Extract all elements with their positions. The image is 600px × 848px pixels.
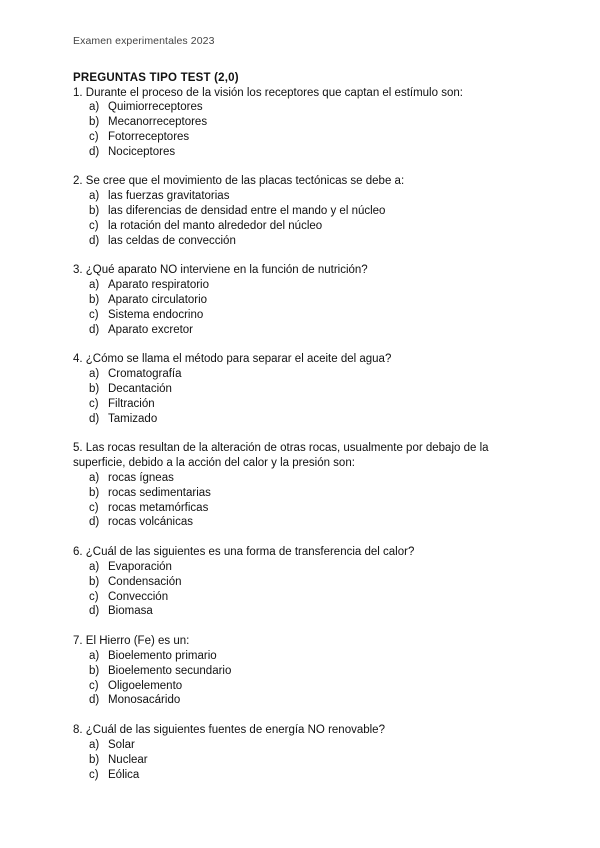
- option-text: Decantación: [108, 383, 172, 396]
- option-letter: a): [89, 101, 100, 114]
- option-text: las diferencias de densidad entre el mando y el núcleo: [108, 205, 386, 218]
- option-letter: a): [89, 279, 100, 292]
- option-text: Filtración: [108, 397, 155, 410]
- option-text: Sistema endocrino: [108, 308, 204, 321]
- question-block: [73, 634, 543, 708]
- answer-option: [89, 308, 543, 323]
- option-letter: d): [89, 323, 100, 336]
- option-text: Monosacárido: [108, 694, 181, 707]
- option-letter: b): [89, 294, 100, 307]
- option-letter: b): [89, 575, 100, 588]
- option-text: Aparato excretor: [108, 323, 194, 336]
- answer-option: [89, 293, 543, 308]
- answer-option: [89, 367, 543, 382]
- answer-option: [89, 278, 543, 293]
- answer-option: [89, 515, 543, 530]
- answer-option: [89, 145, 543, 160]
- question-block: [73, 441, 543, 530]
- option-letter: c): [89, 219, 99, 232]
- option-letter: c): [89, 130, 99, 143]
- answer-option: [89, 382, 543, 397]
- option-text: Bioelemento secundario: [108, 664, 232, 677]
- answer-option: [89, 679, 543, 694]
- question-block: [73, 174, 543, 248]
- answer-option: [89, 486, 543, 501]
- option-text: la rotación del manto alrededor del núcleo: [108, 219, 323, 232]
- question-text: 4. ¿Cómo se llama el método para separar el aceite del agua?: [73, 353, 392, 366]
- answer-option: [89, 323, 543, 338]
- option-text: Nociceptores: [108, 145, 176, 158]
- option-text: Fotorreceptores: [108, 130, 190, 143]
- answer-options: [73, 189, 543, 248]
- option-text: Eólica: [108, 768, 140, 781]
- option-text: las fuerzas gravitatorias: [108, 190, 230, 203]
- question-block: [73, 352, 543, 426]
- option-text: Aparato circulatorio: [108, 294, 208, 307]
- answer-options: [73, 100, 543, 159]
- option-letter: c): [89, 768, 99, 781]
- question-block: [73, 263, 543, 337]
- answer-option: [89, 738, 543, 753]
- answer-option: [89, 768, 543, 783]
- option-text: Solar: [108, 738, 135, 751]
- document-body: [73, 71, 543, 797]
- answer-options: [73, 471, 543, 530]
- answer-option: [89, 100, 543, 115]
- question-text: 5. Las rocas resultan de la alteración de otras rocas, usualmente por debajo de la superficie, debido a la acción del calor y la presión son:: [73, 442, 489, 470]
- answer-option: [89, 471, 543, 486]
- answer-option: [89, 501, 543, 516]
- answer-option: [89, 604, 543, 619]
- question-text: 2. Se cree que el movimiento de las placas tectónicas se debe a:: [73, 175, 405, 188]
- option-text: Evaporación: [108, 561, 172, 574]
- answer-options: [73, 649, 543, 708]
- answer-option: [89, 590, 543, 605]
- option-letter: b): [89, 486, 100, 499]
- option-text: Oligoelemento: [108, 679, 183, 692]
- option-text: Biomasa: [108, 605, 153, 618]
- page-header: Examen experimentales 2023: [73, 35, 215, 47]
- option-letter: d): [89, 516, 100, 529]
- answer-options: [73, 367, 543, 426]
- question-block: [73, 545, 543, 619]
- answer-option: [89, 753, 543, 768]
- answer-option: [89, 693, 543, 708]
- option-letter: d): [89, 412, 100, 425]
- answer-option: [89, 204, 543, 219]
- option-text: las celdas de convección: [108, 234, 236, 247]
- answer-option: [89, 575, 543, 590]
- option-letter: a): [89, 738, 100, 751]
- question-text: 7. El Hierro (Fe) es un:: [73, 635, 190, 648]
- option-text: rocas metamórficas: [108, 501, 209, 514]
- option-letter: c): [89, 679, 99, 692]
- answer-option: [89, 560, 543, 575]
- option-letter: d): [89, 605, 100, 618]
- question-text: 6. ¿Cuál de las siguientes es una forma de transferencia del calor?: [73, 546, 415, 559]
- option-letter: c): [89, 397, 99, 410]
- option-letter: b): [89, 383, 100, 396]
- option-letter: d): [89, 234, 100, 247]
- section-title: PREGUNTAS TIPO TEST (2,0): [73, 72, 239, 84]
- option-text: Convección: [108, 590, 169, 603]
- answer-option: [89, 649, 543, 664]
- option-text: Tamizado: [108, 412, 158, 425]
- question-list: [73, 86, 543, 783]
- option-letter: c): [89, 590, 99, 603]
- answer-option: [89, 189, 543, 204]
- option-text: Condensación: [108, 575, 182, 588]
- option-letter: a): [89, 472, 100, 485]
- option-text: Mecanorreceptores: [108, 116, 208, 129]
- answer-option: [89, 234, 543, 249]
- answer-option: [89, 130, 543, 145]
- answer-option: [89, 664, 543, 679]
- answer-options: [73, 560, 543, 619]
- answer-option: [89, 115, 543, 130]
- question-text: 8. ¿Cuál de las siguientes fuentes de energía NO renovable?: [73, 724, 385, 737]
- option-letter: b): [89, 205, 100, 218]
- answer-option: [89, 219, 543, 234]
- option-text: Cromatografía: [108, 368, 182, 381]
- option-letter: b): [89, 116, 100, 129]
- answer-options: [73, 738, 543, 782]
- option-text: Bioelemento primario: [108, 650, 217, 662]
- option-text: rocas ígneas: [108, 472, 174, 485]
- option-letter: a): [89, 650, 100, 662]
- question-block: [73, 86, 543, 160]
- option-letter: b): [89, 664, 100, 677]
- option-letter: d): [89, 694, 100, 707]
- option-letter: d): [89, 145, 100, 158]
- option-letter: a): [89, 190, 100, 203]
- option-text: Nuclear: [108, 753, 148, 766]
- option-letter: c): [89, 501, 99, 514]
- option-text: rocas sedimentarias: [108, 486, 211, 499]
- option-text: Aparato respiratorio: [108, 279, 209, 292]
- option-letter: c): [89, 308, 99, 321]
- option-text: rocas volcánicas: [108, 516, 194, 529]
- question-text: 1. Durante el proceso de la visión los receptores que captan el estímulo son:: [73, 86, 463, 99]
- question-text: 3. ¿Qué aparato NO interviene en la función de nutrición?: [73, 264, 368, 277]
- answer-options: [73, 278, 543, 337]
- option-letter: a): [89, 561, 100, 574]
- answer-option: [89, 397, 543, 412]
- option-letter: a): [89, 368, 100, 381]
- answer-option: [89, 412, 543, 427]
- option-letter: b): [89, 753, 100, 766]
- option-text: Quimiorreceptores: [108, 101, 203, 114]
- question-block: [73, 723, 543, 782]
